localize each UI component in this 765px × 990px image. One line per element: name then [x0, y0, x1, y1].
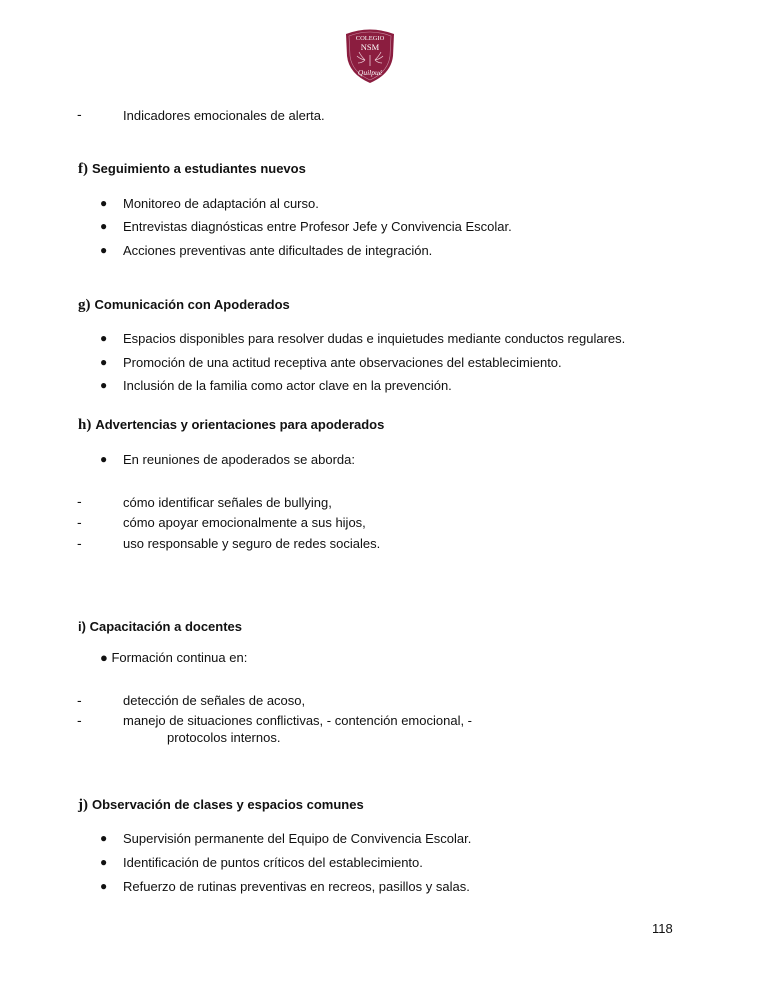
section-letter: i)	[78, 619, 86, 634]
section-letter: g)	[78, 297, 91, 313]
dash-item-continuation: protocolos internos.	[167, 730, 281, 745]
dash-marker: -	[77, 514, 82, 530]
list-item: En reuniones de apoderados se aborda:	[123, 452, 356, 467]
bullet-marker: ●	[100, 219, 108, 233]
svg-text:COLEGIO: COLEGIO	[355, 35, 385, 42]
list-item: Supervisión permanente del Equipo de Convivencia Escolar.	[123, 831, 472, 846]
section-h-heading	[78, 417, 384, 434]
bullet-marker: ●	[100, 243, 108, 257]
list-item: Inclusión de la familia como actor clave en la prevención.	[123, 378, 452, 393]
section-g-heading	[78, 297, 290, 314]
school-crest-logo	[343, 26, 397, 84]
section-title: Seguimiento a estudiantes nuevos	[92, 161, 306, 176]
dash-item: uso responsable y seguro de redes sociales.	[123, 536, 381, 551]
bullet-marker: ●	[100, 378, 108, 392]
list-item: Entrevistas diagnósticas entre Profesor Jefe y Convivencia Escolar.	[123, 219, 512, 234]
bullet-marker: ●	[100, 196, 108, 210]
section-f-heading	[78, 161, 306, 178]
section-letter: j)	[78, 797, 88, 813]
section-letter: h)	[78, 417, 92, 433]
list-item: Refuerzo de rutinas preventivas en recreos, pasillos y salas.	[123, 879, 470, 894]
list-item: Promoción de una actitud receptiva ante observaciones del establecimiento.	[123, 355, 562, 370]
section-title: Comunicación con Apoderados	[94, 297, 290, 312]
svg-text:NSM: NSM	[360, 42, 380, 52]
list-item: Identificación de puntos críticos del establecimiento.	[123, 855, 423, 870]
section-i-heading	[78, 619, 242, 634]
bullet-marker: ●	[100, 855, 108, 869]
section-title: Advertencias y orientaciones para apoderados	[95, 417, 385, 432]
bullet-marker: ●	[100, 831, 108, 845]
dash-item: detección de señales de acoso,	[123, 693, 306, 708]
dash-marker: -	[77, 712, 82, 728]
page-number: 118	[652, 921, 673, 936]
list-item: Espacios disponibles para resolver dudas e inquietudes mediante conductos regulares.	[123, 331, 626, 346]
bullet-marker: ●	[100, 331, 108, 345]
list-item: Monitoreo de adaptación al curso.	[123, 196, 319, 211]
dash-marker: -	[77, 493, 82, 509]
dash-marker: -	[77, 692, 82, 708]
dash-item: cómo apoyar emocionalmente a sus hijos,	[123, 515, 366, 530]
dash-item: manejo de situaciones conflictivas, - contención emocional, -	[123, 713, 473, 728]
list-item: ● Formación continua en:	[100, 650, 248, 665]
intro-item: Indicadores emocionales de alerta.	[123, 108, 325, 123]
dash-item: cómo identificar señales de bullying,	[123, 495, 332, 510]
dash-marker: -	[77, 106, 82, 122]
bullet-marker: ●	[100, 452, 108, 466]
section-j-heading	[78, 797, 364, 814]
svg-text:Quilpué: Quilpué	[357, 68, 383, 77]
bullet-marker: ●	[100, 879, 108, 893]
section-title: Capacitación a docentes	[89, 619, 243, 634]
dash-marker: -	[77, 535, 82, 551]
section-letter: f)	[78, 161, 88, 177]
list-item: Acciones preventivas ante dificultades de integración.	[123, 243, 433, 258]
section-title: Observación de clases y espacios comunes	[92, 797, 364, 812]
bullet-marker: ●	[100, 355, 108, 369]
